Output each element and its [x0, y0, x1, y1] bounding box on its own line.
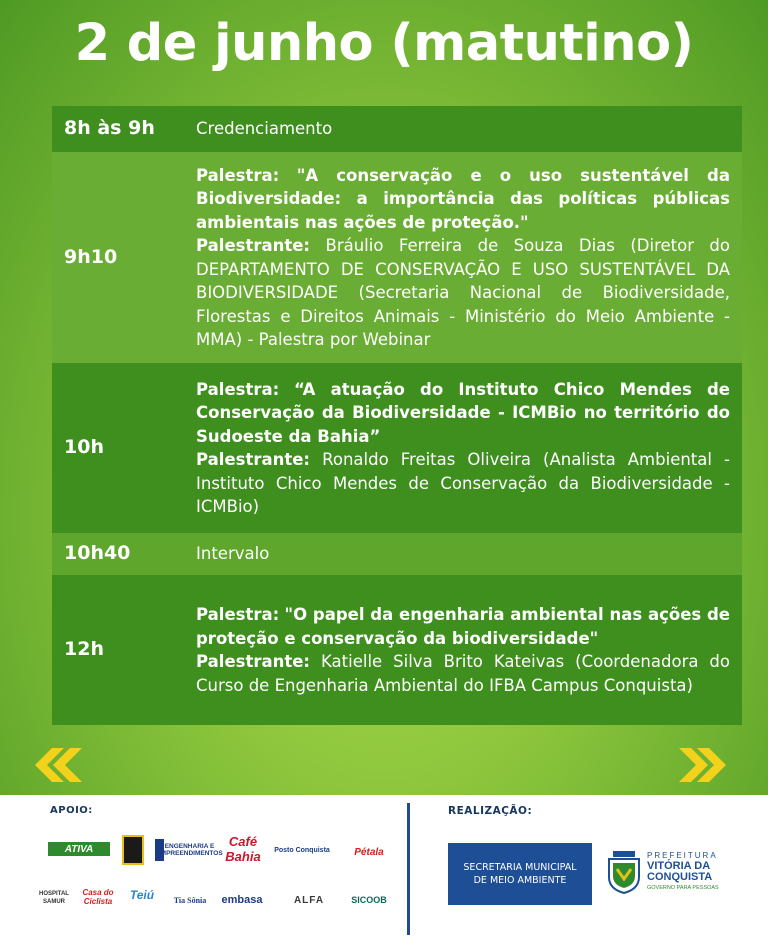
- schedule-row: [52, 575, 742, 725]
- sponsor-logo: Tia Sônia: [173, 895, 207, 905]
- page-title: 2 de junho (matutino): [74, 14, 694, 73]
- schedule-row: [52, 106, 742, 152]
- slogan: GOVERNO PARA PESSOAS: [647, 885, 719, 891]
- row-description: [196, 378, 730, 519]
- row-description: [196, 164, 730, 352]
- palestra-title: "O papel da engenharia ambiental nas ações de proteção e conservação da biodiversidade": [196, 605, 730, 648]
- schedule-row: [52, 363, 742, 533]
- palestra-label: Palestra:: [196, 605, 280, 624]
- sponsor-logo: ATIVA: [48, 842, 110, 856]
- row-time: 8h às 9h: [64, 117, 155, 140]
- palestra-title: "A conservação e o uso sustentável da Biodiversidade: a importância das políticas públicas ambientais nas ações de proteção.": [196, 165, 730, 232]
- footer: [0, 795, 768, 940]
- row-text: Intervalo: [196, 544, 270, 564]
- secretaria-logo: SECRETARIA MUNICIPAL DE MEIO AMBIENTE: [448, 843, 592, 905]
- sponsor-logo-shield: [122, 835, 144, 865]
- cidade-line2: CONQUISTA: [647, 871, 713, 883]
- schedule-row: [52, 152, 742, 363]
- sponsor-logo: Posto Conquista: [274, 846, 330, 854]
- palestrante-label: Palestrante:: [196, 236, 311, 255]
- chevrons-left-icon[interactable]: [30, 748, 84, 782]
- palestra-label: Palestra:: [196, 165, 280, 185]
- sponsor-logo: ENGENHARIA E EMPREENDIMENTOS: [155, 839, 213, 861]
- schedule-row: [52, 533, 742, 575]
- sponsor-logo: Café Bahia: [225, 834, 261, 864]
- prefeitura-label: PREFEITURA: [647, 851, 718, 860]
- sponsor-logo: SICOOB: [351, 895, 387, 905]
- palestrante-name: Bráulio Ferreira de Souza Dias (Diretor do DEPARTAMENTO DE CONSERVAÇÃO E USO SUSTENTÁVEL DA BIODIVERSIDADE (Secretaria Nacional de Biodiversidade, Florestas e Direitos Animais - Ministério do Meio Ambiente - MMA) - Palestra por Webinar: [196, 236, 731, 349]
- realizacao-label: REALIZAÇÃO:: [448, 805, 533, 817]
- cidade-line1: VITÓRIA DA: [647, 860, 711, 872]
- palestrante-name: Katielle Silva Brito Kateivas (Coordenadora do Curso de Engenharia Ambiental do IFBA Campus Conquista): [196, 652, 730, 695]
- row-time: 12h: [64, 638, 104, 661]
- row-time: 10h40: [64, 542, 131, 565]
- sponsor-logo: Teiú: [129, 888, 155, 902]
- palestrante-label: Palestrante:: [196, 652, 311, 671]
- apoio-label: APOIO:: [50, 805, 93, 816]
- row-time: 9h10: [64, 245, 118, 268]
- prefeitura-logo: [605, 845, 755, 905]
- palestrante-name: Ronaldo Freitas Oliveira (Analista Ambiental - Instituto Chico Mendes de Conservação da Biodiversidade - ICMBio): [196, 450, 730, 516]
- sponsor-logo: HOSPITAL SAMUR: [39, 891, 69, 905]
- sponsor-logo: ALFA: [293, 894, 325, 906]
- footer-divider: [407, 803, 410, 935]
- sponsor-logo: Pétala: [354, 846, 384, 858]
- palestra-label: Palestra:: [196, 379, 280, 399]
- sponsor-logo: Casa do Ciclista: [82, 888, 114, 906]
- row-description: [196, 603, 730, 697]
- schedule-table: [52, 106, 742, 725]
- row-text: Credenciamento: [196, 119, 333, 139]
- sponsor-logo: embasa: [221, 894, 263, 906]
- row-time: 10h: [64, 436, 104, 459]
- palestrante-label: Palestrante:: [196, 450, 311, 469]
- chevrons-right-icon[interactable]: [677, 748, 731, 782]
- palestra-title: “A atuação do Instituto Chico Mendes de Conservação da Biodiversidade - ICMBio no território do Sudoeste da Bahia”: [196, 379, 731, 446]
- coat-of-arms-icon: [605, 849, 643, 895]
